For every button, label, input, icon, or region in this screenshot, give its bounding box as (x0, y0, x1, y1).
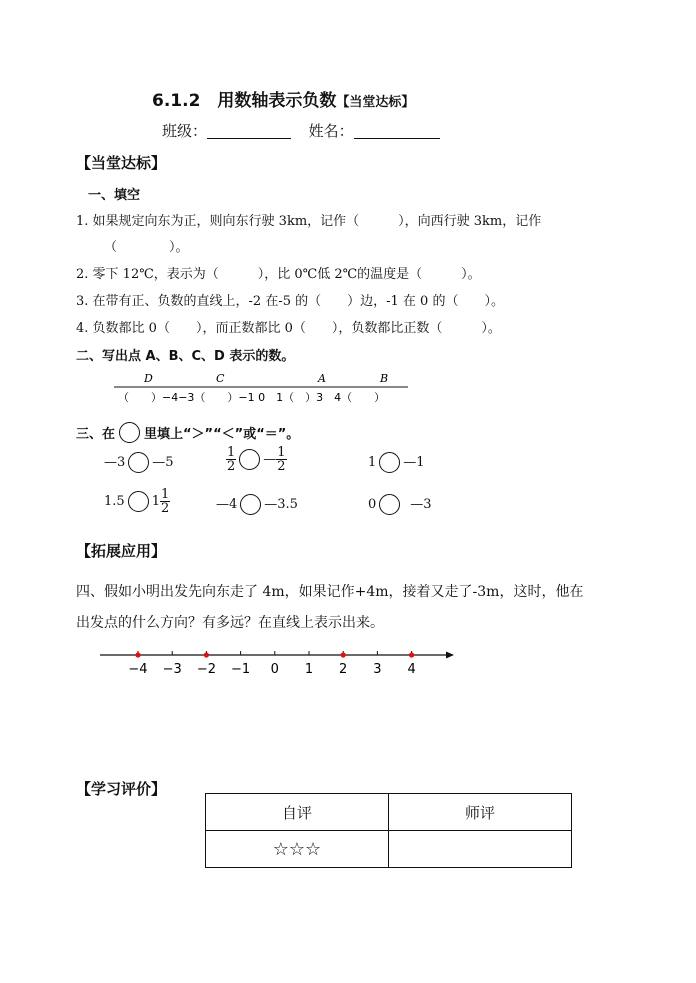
part3-heading-post: 里填上“＞”“＜”或“＝”。 (144, 427, 300, 442)
question-3: 3. 在带有正、负数的直线上，-2 在-5 的（ ）边，-1 在 0 的（ ）。 (76, 294, 504, 309)
answer-circle[interactable] (240, 494, 261, 515)
section-heading-practice: 【当堂达标】 (76, 154, 167, 172)
evaluation-table (205, 793, 572, 868)
number-line-abcd (110, 370, 420, 410)
axis-tick-label: 0 (270, 662, 279, 677)
question-1-line2: （ ）。 (104, 240, 189, 255)
answer-circle[interactable] (379, 452, 400, 473)
point-label-b: B (380, 372, 389, 385)
compare-1a (104, 452, 174, 473)
name-blank[interactable] (354, 122, 440, 139)
compare-2b-right: —3.5 (264, 497, 298, 512)
fraction: $\frac{1}{2}$ (160, 487, 170, 516)
class-label: 班级： (162, 122, 208, 140)
page-title (152, 86, 414, 111)
answer-circle[interactable] (239, 449, 260, 470)
compare-1c-right: —1 (403, 455, 425, 470)
number-line-scale: （ ）−4−3（ ）−1 0 1（ ）3 4（ ） (118, 391, 386, 404)
table-row (206, 794, 572, 831)
name-label: 姓名： (308, 122, 354, 140)
class-blank[interactable] (207, 122, 291, 139)
point-label-a: A (318, 372, 326, 385)
fraction: $\frac{1}{2}$ (227, 445, 236, 474)
part3-heading-pre: 三、在 (76, 427, 116, 442)
question-4-line1: 四、假如小明出发先向东走了 4m，如果记作+4m，接着又走了-3m，这时，他在 (76, 584, 584, 600)
table-header-teacher: 师评 (389, 794, 572, 831)
axis-tick-label: −1 (231, 662, 251, 677)
axis-tick-label: 4 (407, 662, 416, 677)
minus-sign: — (263, 452, 277, 467)
self-rating-stars[interactable]: ☆☆☆ (206, 831, 389, 868)
section-heading-extension: 【拓展应用】 (76, 542, 167, 560)
marked-point (204, 652, 209, 657)
mixed-number-whole: 1 (151, 494, 160, 509)
question-4: 4. 负数都比 0（ ），而正数都比 0（ ），负数都比正数（ ）。 (76, 321, 501, 336)
question-2: 2. 零下 12℃，表示为（ ），比 0℃低 2℃的温度是（ ）。 (76, 267, 481, 282)
teacher-rating[interactable] (389, 831, 572, 868)
circle-icon (119, 422, 140, 443)
axis-tick-label: 2 (339, 662, 348, 677)
answer-circle[interactable] (379, 494, 400, 515)
fraction: $\frac{1}{2}$ (277, 445, 286, 474)
axis-tick-label: −2 (196, 662, 216, 677)
compare-1b (226, 446, 287, 473)
compare-2c (368, 494, 432, 515)
answer-circle[interactable] (128, 452, 149, 473)
part2-heading: 二、写出点 A、B、C、D 表示的数。 (76, 349, 295, 364)
compare-2a-left: 1.5 (104, 494, 125, 509)
arrow-right-icon (446, 652, 454, 659)
marked-point (409, 652, 414, 657)
table-header-self: 自评 (206, 794, 389, 831)
table-row (206, 831, 572, 868)
compare-1a-left: —3 (104, 455, 126, 470)
title-main: 6.1.2 用数轴表示负数 (152, 91, 337, 111)
compare-1c-left: 1 (368, 455, 377, 470)
part1-heading: 一、填空 (88, 188, 141, 203)
marked-point (135, 652, 140, 657)
compare-2a (104, 488, 170, 515)
axis-tick-label: 3 (373, 662, 382, 677)
axis-tick-label: −3 (162, 662, 182, 677)
axis-tick-label: 1 (304, 662, 314, 677)
question-1-line1: 1. 如果规定向东为正，则向东行驶 3km，记作（ ），向西行驶 3km，记作 (76, 214, 542, 229)
section-heading-evaluation: 【学习评价】 (76, 780, 167, 798)
class-name-line (162, 120, 440, 141)
answer-circle[interactable] (128, 491, 149, 512)
compare-2b (216, 494, 298, 515)
question-4-line2: 出发点的什么方向？有多远？在直线上表示出来。 (76, 615, 384, 631)
number-line-walk (96, 644, 458, 678)
compare-1c (368, 452, 425, 473)
part3-heading (76, 422, 299, 443)
compare-2c-left: 0 (368, 497, 377, 512)
compare-1a-right: —5 (152, 455, 174, 470)
compare-2b-left: —4 (216, 497, 238, 512)
axis-tick-label: −4 (128, 662, 148, 677)
point-label-c: C (216, 372, 225, 385)
title-tag: 【当堂达标】 (336, 95, 415, 110)
compare-2c-right: —3 (410, 497, 432, 512)
point-label-d: D (144, 372, 153, 385)
marked-point (341, 652, 346, 657)
